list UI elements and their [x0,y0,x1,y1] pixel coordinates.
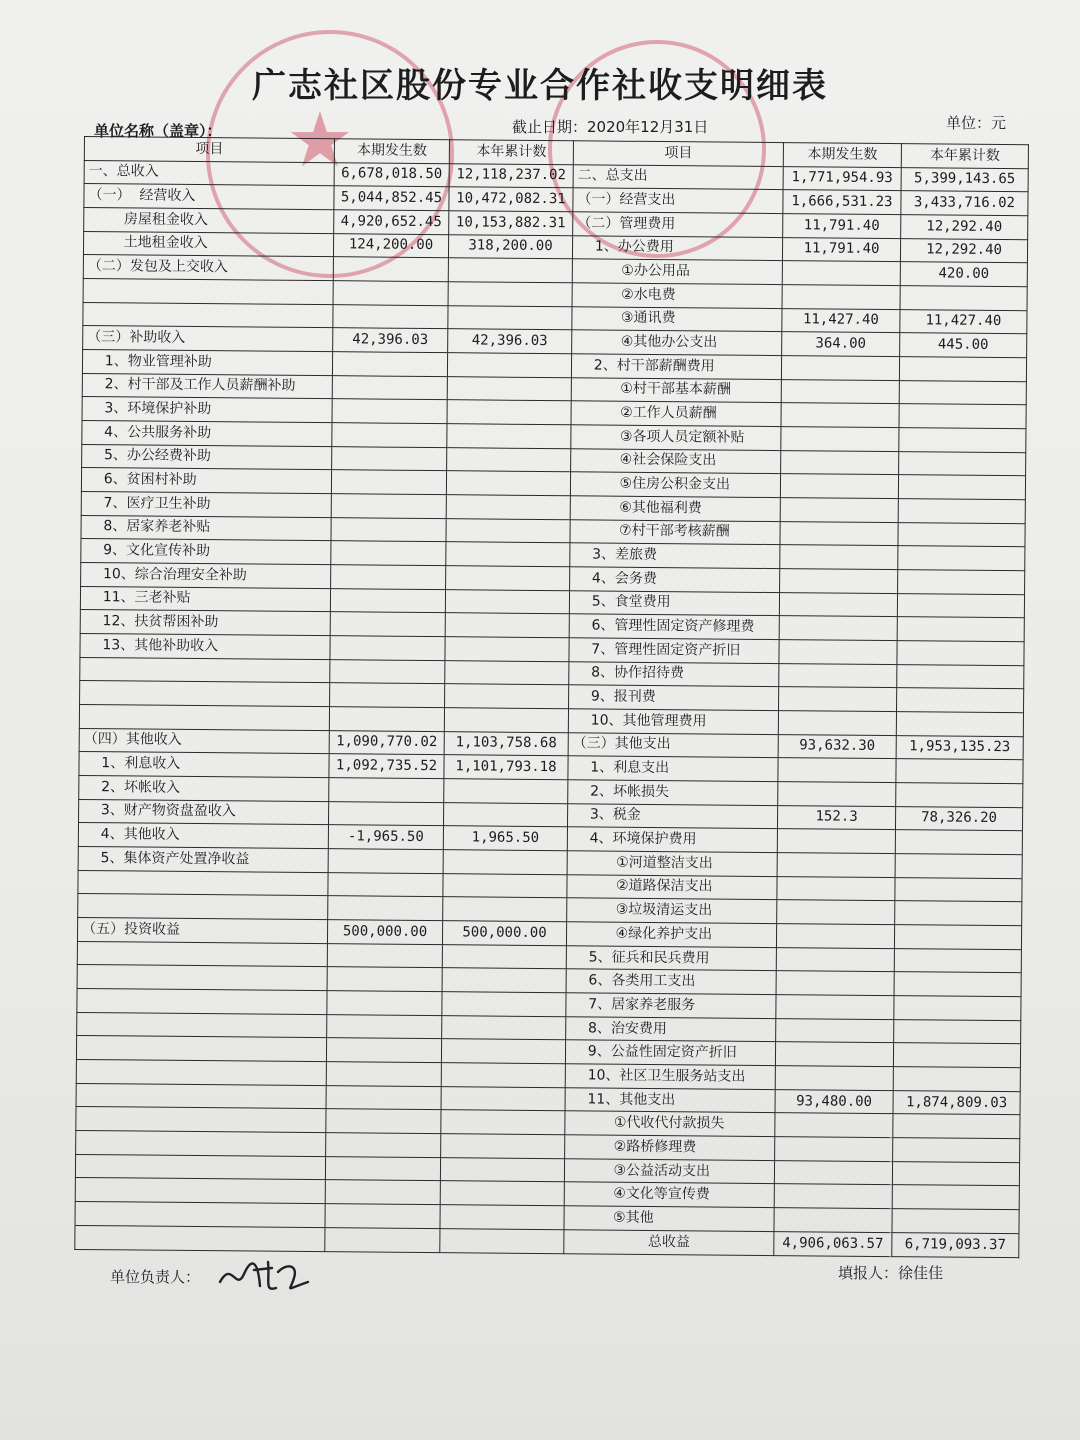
cell-right-ytd [893,1067,1020,1092]
cell-left-ytd [440,1157,564,1182]
cell-right-item: ③垃圾清运支出 [567,898,777,924]
cell-left-item [75,1178,325,1204]
cell-left-item: 土地租金收入 [83,231,333,257]
cell-left-current [326,1038,441,1063]
cell-right-ytd [899,404,1026,429]
cell-right-current [781,450,899,475]
cell-right-item: 3、税金 [567,803,777,829]
cell-left-item [77,988,327,1014]
cell-left-ytd [447,353,571,378]
total-label: 总收益 [564,1229,774,1255]
cell-right-ytd [893,1114,1020,1139]
cell-left-ytd [446,518,570,543]
cell-left-current [328,849,443,874]
responsible-label: 单位负责人： [110,1268,201,1286]
cell-left-ytd: 1,965.50 [443,826,567,851]
cell-right-ytd [894,1019,1021,1044]
cell-left-current [330,636,445,661]
cell-right-current [780,569,898,594]
cell-right-current [782,261,900,286]
cell-right-current [781,379,899,404]
cell-right-item: 4、环境保护费用 [567,827,777,853]
cell-left-item: 4、公共服务补助 [82,420,332,446]
cell-right-current [775,1113,893,1138]
cell-left-current [333,281,448,306]
cell-right-ytd [898,475,1025,500]
cell-right-item: 二、总支出 [573,164,783,190]
cell-left-item [83,302,333,328]
cell-right-current [775,1042,893,1067]
total-ytd: 6,719,093.37 [892,1232,1019,1257]
cell-left-item: 6、贫困村补助 [81,468,331,494]
cell-left-current [326,1062,441,1087]
statement-table [74,136,1029,1258]
cell-right-item: 6、各类用工支出 [566,969,776,995]
cell-left-item [80,681,330,707]
cell-right-item: ①村干部基本薪酬 [571,377,781,403]
cell-right-current [779,592,897,617]
cell-left-ytd [443,850,567,875]
cell-right-item: 7、居家养老服务 [566,993,776,1019]
cell-left-item [75,1154,325,1180]
cell-left-ytd [446,495,570,520]
cell-right-current [777,900,895,925]
cell-right-item: 9、报刊费 [569,685,779,711]
cell-left-current [327,1014,442,1039]
cell-left-ytd: 10,153,882.31 [449,211,573,236]
cell-right-current: 11,791.40 [783,213,901,238]
cell-right-ytd [898,546,1025,571]
cell-left-current [329,778,444,803]
cell-left-item [78,870,328,896]
cell-left-item: 3、财产物资盘盈收入 [79,799,329,825]
cell-right-item: ④其他办公支出 [572,330,782,356]
cell-right-item: ④文化等宣传费 [564,1182,774,1208]
cell-right-current [778,758,896,783]
cell-left-current: 5,044,852.45 [334,186,449,211]
cell-right-item: ③各项人员定额补贴 [571,425,781,451]
cell-left-current: 1,090,770.02 [329,730,444,755]
cell-right-ytd [897,641,1024,666]
cell-left-current [328,801,443,826]
cell-left-item: 4、其他收入 [78,823,328,849]
cell-left-current [325,1156,440,1181]
cell-left-item: 2、村干部及工作人员薪酬补助 [82,373,332,399]
cell-left-current [332,446,447,471]
cell-right-item: ⑤其他 [564,1206,774,1232]
cell-right-item: ⑤住房公积金支出 [570,472,780,498]
cell-right-ytd [898,499,1025,524]
cell-left-item [77,1012,327,1038]
cell-left-current [330,683,445,708]
cell-left-item [77,965,327,991]
cell-left-item: 1、物业管理补助 [82,349,332,375]
cell-left-current [327,967,442,992]
cell-right-current [779,616,897,641]
cell-left-ytd: 318,200.00 [448,234,572,259]
cell-left-ytd [447,447,571,472]
cell-right-current [776,924,894,949]
cell-left-ytd: 1,101,793.18 [444,755,568,780]
cell-right-item: 3、差旅费 [570,543,780,569]
cell-left-ytd [445,589,569,614]
cell-left-item [83,278,333,304]
cell-right-ytd [899,428,1026,453]
cell-left-item: （三）补助收入 [83,326,333,352]
cell-right-ytd [892,1161,1019,1186]
cell-left-current [331,565,446,590]
cell-left-current [327,991,442,1016]
unit-label: 单位：元 [946,114,1007,132]
cell-right-item: 8、治安费用 [566,1016,776,1042]
cell-right-ytd [899,451,1026,476]
cell-left-item: （五）投资收益 [77,917,327,943]
cell-right-item: 11、其他支出 [565,1087,775,1113]
cell-left-ytd: 42,396.03 [448,329,572,354]
cell-left-current: 42,396.03 [333,328,448,353]
cell-right-current [778,711,896,736]
cell-right-ytd [899,357,1026,382]
cell-left-current [332,399,447,424]
filler-label: 填报人：徐佳佳 [838,1264,944,1282]
cell-left-ytd [448,282,572,307]
header-ytd-right: 本年累计数 [901,144,1028,169]
cell-right-current [775,1137,893,1162]
cell-left-ytd [440,1205,564,1230]
cell-right-ytd [897,688,1024,713]
cell-right-ytd [896,712,1023,737]
cell-left-current: 4,920,652.45 [334,210,449,235]
seal-star-icon: ★ [285,95,355,184]
cell-right-item: ①河道整洁支出 [567,851,777,877]
cell-right-item: ②工作人员薪酬 [571,401,781,427]
cell-left-item: 2、坏帐收入 [79,775,329,801]
cell-left-ytd [443,802,567,827]
cell-left-item: 一、总收入 [84,160,334,186]
cell-right-ytd [894,948,1021,973]
cell-left-ytd [442,992,566,1017]
cell-right-item: ①办公用品 [572,259,782,285]
cell-right-ytd [897,664,1024,689]
cell-left-ytd [442,1015,566,1040]
cell-left-current: 500,000.00 [327,920,442,945]
cell-right-current [774,1184,892,1209]
cell-right-item: ④绿化养护支出 [566,922,776,948]
cell-left-ytd [447,376,571,401]
cell-right-ytd: 3,433,716.02 [901,191,1028,216]
cell-right-ytd [894,972,1021,997]
cell-right-ytd: 12,292.40 [900,238,1027,263]
cell-right-current [780,474,898,499]
cell-right-ytd [893,1138,1020,1163]
cell-right-item: ②水电费 [572,283,782,309]
cell-left-item [76,1060,326,1086]
cell-right-current [778,782,896,807]
cell-left-current [332,352,447,377]
cell-left-current [326,1109,441,1134]
cell-right-ytd [894,996,1021,1021]
cell-right-item: 10、其他管理费用 [568,709,778,735]
cell-left-item: 11、三老补贴 [80,586,330,612]
cell-right-ytd [898,522,1025,547]
cell-right-ytd [892,1185,1019,1210]
cell-right-item: （一）经营支出 [573,188,783,214]
cell-right-current [774,1160,892,1185]
cell-left-item [75,1202,325,1228]
cell-left-ytd [441,1063,565,1088]
cell-right-current [777,853,895,878]
cell-right-current: 93,480.00 [775,1089,893,1114]
cell-right-item: ③公益活动支出 [564,1158,774,1184]
header-item-left: 项目 [84,137,334,163]
cell-left-current [332,375,447,400]
cell-left-ytd [445,637,569,662]
cell-left-item: 1、利息收入 [79,752,329,778]
cell-right-current [779,663,897,688]
cell-right-item: ⑦村干部考核薪酬 [570,519,780,545]
cell-right-current: 364.00 [782,332,900,357]
cell-right-item: ②路桥修理费 [565,1135,775,1161]
cell-left-item: 9、文化宣传补助 [81,539,331,565]
cell-empty [75,1225,325,1251]
cell-right-ytd [895,901,1022,926]
cell-left-current [330,588,445,613]
cell-right-current [782,284,900,309]
signature [214,1252,314,1300]
cell-right-current: 93,632.30 [778,734,896,759]
cell-right-ytd [896,783,1023,808]
cell-right-ytd: 420.00 [900,262,1027,287]
cell-left-current: 6,678,018.50 [334,162,449,187]
cell-right-item: 9、公益性固定资产折旧 [565,1040,775,1066]
cell-left-ytd [446,566,570,591]
cell-left-item [79,704,329,730]
cell-right-ytd [897,593,1024,618]
cell-left-item: 12、扶贫帮困补助 [80,610,330,636]
cell-right-item: 1、办公费用 [572,235,782,261]
cell-left-ytd [446,542,570,567]
cell-right-item: 7、管理性固定资产折旧 [569,638,779,664]
cell-left-ytd: 500,000.00 [442,921,566,946]
date-label: 截止日期：2020年12月31日 [512,118,709,136]
cell-left-item: 8、居家养老补贴 [81,515,331,541]
cell-right-ytd [892,1209,1019,1234]
cell-left-item [77,941,327,967]
cell-left-current [330,659,445,684]
cell-right-current [775,1066,893,1091]
cell-right-current [780,497,898,522]
cell-empty [440,1228,564,1253]
cell-right-current: 1,771,954.93 [783,166,901,191]
cell-right-item: 4、会务费 [570,567,780,593]
cell-left-ytd: 1,103,758.68 [444,731,568,756]
cell-left-ytd [440,1181,564,1206]
cell-right-current [781,403,899,428]
cell-right-item: 5、征兵和民兵费用 [566,945,776,971]
cell-left-current [326,1085,441,1110]
cell-right-current [780,545,898,570]
cell-right-current [777,876,895,901]
cell-right-item: （三）其他支出 [568,732,778,758]
cell-right-item: （二）管理费用 [573,212,783,238]
cell-left-ytd [441,1039,565,1064]
cell-right-item: 10、社区卫生服务站支出 [565,1064,775,1090]
header-current-left: 本期发生数 [334,139,449,164]
cell-left-item: 7、医疗卫生补助 [81,491,331,517]
cell-left-current [330,612,445,637]
cell-right-item: ④社会保险支出 [571,448,781,474]
cell-left-ytd [445,660,569,685]
cell-right-current [779,640,897,665]
cell-left-ytd [446,471,570,496]
cell-right-current: 1,666,531.23 [783,190,901,215]
cell-empty [325,1227,440,1252]
cell-right-ytd: 5,399,143.65 [901,167,1028,192]
cell-right-current [777,829,895,854]
cell-left-ytd [441,1134,565,1159]
cell-right-ytd [897,617,1024,642]
cell-right-ytd [895,854,1022,879]
cell-left-ytd [448,258,572,283]
cell-right-ytd [894,925,1021,950]
cell-left-current [328,872,443,897]
cell-right-current [779,687,897,712]
cell-left-ytd [444,779,568,804]
cell-left-current [325,1180,440,1205]
cell-left-current [332,423,447,448]
page-title: 广志社区股份专业合作社收支明细表 [252,66,828,106]
org-label: 单位名称（盖章）： [94,122,222,140]
cell-left-current [333,304,448,329]
cell-left-item: 3、环境保护补助 [82,397,332,423]
cell-right-item: ⑥其他福利费 [570,496,780,522]
header-ytd-left: 本年累计数 [449,140,573,165]
cell-left-item [76,1083,326,1109]
cell-left-item [76,1107,326,1133]
cell-right-current: 11,791.40 [782,237,900,262]
cell-left-ytd [443,897,567,922]
cell-right-current [774,1208,892,1233]
header-current-right: 本期发生数 [783,143,901,168]
cell-right-item: 5、食堂费用 [569,590,779,616]
cell-right-item: 2、坏帐损失 [568,780,778,806]
cell-left-current [333,257,448,282]
cell-left-item [80,657,330,683]
cell-left-ytd [447,400,571,425]
cell-right-item: ③通讯费 [572,306,782,332]
cell-right-ytd: 1,874,809.03 [893,1090,1020,1115]
cell-left-current [331,470,446,495]
cell-right-ytd [899,380,1026,405]
cell-right-item: ②道路保洁支出 [567,874,777,900]
header-item-right: 项目 [573,141,783,166]
cell-left-item: 房屋租金收入 [84,207,334,233]
cell-left-item: （四）其他收入 [79,728,329,754]
cell-right-current [780,521,898,546]
cell-left-item: （二）发包及上交收入 [83,255,333,281]
cell-right-current [776,971,894,996]
cell-left-ytd [442,944,566,969]
cell-left-ytd [445,684,569,709]
cell-left-ytd: 10,472,082.31 [449,187,573,212]
cell-left-current [331,541,446,566]
cell-left-current [325,1204,440,1229]
cell-left-ytd [442,968,566,993]
cell-right-item: 2、村干部薪酬费用 [571,354,781,380]
cell-left-current: -1,965.50 [328,825,443,850]
cell-right-current [776,1018,894,1043]
cell-left-current [328,896,443,921]
cell-left-ytd [441,1086,565,1111]
cell-left-item: 13、其他补助收入 [80,633,330,659]
cell-right-ytd [896,759,1023,784]
cell-left-item: 5、办公经费补助 [82,444,332,470]
cell-right-ytd [898,570,1025,595]
cell-right-item: 1、利息支出 [568,756,778,782]
cell-left-current: 1,092,735.52 [329,754,444,779]
cell-right-current [781,355,899,380]
cell-left-ytd: 12,118,237.02 [449,163,573,188]
cell-right-current [776,995,894,1020]
cell-left-ytd [448,305,572,330]
cell-right-ytd [895,830,1022,855]
cell-right-ytd: 11,427.40 [900,309,1027,334]
cell-left-item: （一） 经营收入 [84,184,334,210]
cell-left-item: 10、综合治理安全补助 [81,562,331,588]
cell-left-current [326,1133,441,1158]
cell-right-item: ①代收代付款损失 [565,1111,775,1137]
cell-left-current [329,707,444,732]
cell-left-ytd [441,1110,565,1135]
cell-right-ytd [900,285,1027,310]
cell-left-current [331,517,446,542]
cell-right-current [781,426,899,451]
cell-left-item: 5、集体资产处置净收益 [78,846,328,872]
cell-right-ytd: 12,292.40 [901,214,1028,239]
cell-right-ytd: 445.00 [900,333,1027,358]
cell-left-current: 124,200.00 [333,233,448,258]
cell-left-ytd [443,873,567,898]
cell-right-current: 152.3 [777,805,895,830]
cell-left-item [78,894,328,920]
cell-left-ytd [444,708,568,733]
cell-left-item [76,1131,326,1157]
cell-right-item: 6、管理性固定资产修理费 [569,614,779,640]
cell-right-ytd: 78,326.20 [895,806,1022,831]
cell-left-current [327,943,442,968]
total-current: 4,906,063.57 [774,1231,892,1256]
cell-right-ytd [893,1043,1020,1068]
cell-right-ytd [895,877,1022,902]
cell-left-ytd [445,613,569,638]
cell-left-item [76,1036,326,1062]
cell-right-ytd: 1,953,135.23 [896,735,1023,760]
cell-right-item: 8、协作招待费 [569,661,779,687]
cell-right-current [776,947,894,972]
cell-right-current: 11,427.40 [782,308,900,333]
cell-left-current [331,494,446,519]
cell-left-ytd [447,424,571,449]
